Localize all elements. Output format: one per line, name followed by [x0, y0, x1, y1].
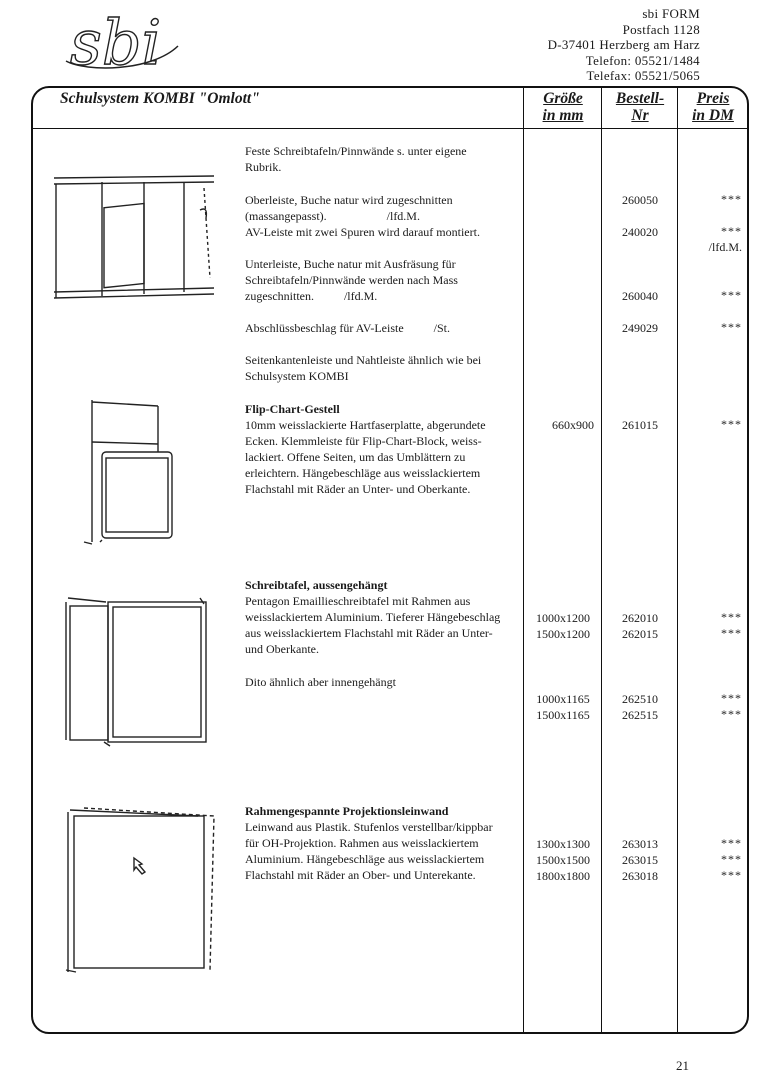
section-title: Schulsystem KOMBI "Omlott" — [60, 90, 260, 107]
text-block: Unterleiste, Buche natur mit Ausfräsung für Schreibtafeln/Pinnwände werden nach Mass zugeschnitten. /lfd.M. — [245, 257, 458, 303]
projection-screen-illustration — [58, 800, 223, 980]
whiteboard-illustration — [60, 594, 215, 754]
order-number: 261015 — [622, 418, 658, 432]
page-number: 21 — [676, 1058, 689, 1073]
text-block: Abschlüssbeschlag für AV-Leiste /St. — [245, 321, 450, 335]
price: *** — [721, 192, 742, 206]
address-line: sbi FORM — [642, 6, 700, 21]
flip-chart-illustration — [70, 392, 180, 552]
company-address — [548, 6, 700, 84]
price: *** — [721, 320, 742, 334]
order-number: 263013 — [622, 837, 658, 851]
price: *** — [721, 224, 742, 238]
price-unit: /lfd.M. — [708, 240, 742, 254]
price: *** — [721, 626, 742, 640]
size: 1000x1165 — [536, 692, 590, 706]
product-block-projection: Rahmengespannte Projektionsleinwand Leinwand aus Plastik. Stufenlos verstellbar/kippbar für OH-Projektion. Rahmen aus weisslackiertem Aluminium. Hängebeschläge aus weisslackiertem Flachstahl mit Räder an Ober- und Unterekante. — [245, 804, 493, 882]
wall-rail-system-illustration — [44, 168, 224, 308]
size: 1300x1300 — [536, 837, 590, 851]
address-line: Postfach 1128 — [622, 21, 700, 37]
size: 1500x1200 — [536, 627, 590, 641]
product-title: Schreibtafel, aussengehängt — [245, 578, 388, 592]
order-number: 240020 — [622, 225, 658, 239]
order-number: 262515 — [622, 708, 658, 722]
order-number: 260040 — [622, 289, 658, 303]
order-number: 262510 — [622, 692, 658, 706]
order-number: 260050 — [622, 193, 658, 207]
size: 1800x1800 — [536, 869, 590, 883]
size: 1000x1200 — [536, 611, 590, 625]
order-number: 263015 — [622, 853, 658, 867]
header-divider — [32, 128, 748, 129]
price: *** — [721, 288, 742, 302]
price: *** — [721, 852, 742, 866]
svg-text:sbi: sbi — [70, 6, 162, 78]
price: *** — [721, 417, 742, 431]
order-number: 262010 — [622, 611, 658, 625]
text-block: Oberleiste, Buche natur wird zugeschnitten (massangepasst). /lfd.M. AV-Leiste mit zwei Spuren wird darauf montiert. — [245, 193, 480, 239]
price: *** — [721, 836, 742, 850]
sbi-logo — [56, 6, 186, 78]
order-number: 262015 — [622, 627, 658, 641]
size: 1500x1500 — [536, 853, 590, 867]
order-number: 249029 — [622, 321, 658, 335]
size: 1500x1165 — [536, 708, 590, 722]
product-block-whiteboard: Schreibtafel, aussengehängt Pentagon Emailliеschreibtafel mit Rahmen aus weisslackiertem Aluminium. Tieferer Hängebeschlag aus weisslackiertem Flachstahl mit Räder an Unter- und Oberkante. — [245, 578, 501, 656]
size: 660x900 — [552, 418, 594, 432]
address-line: Telefax: 05521/5065 — [586, 68, 700, 83]
product-title: Flip-Chart-Gestell — [245, 402, 340, 416]
text-block: Seitenkantenleiste und Nahtleiste ähnlich wie bei Schulsystem KOMBI — [245, 353, 482, 383]
product-block-flipchart: Flip-Chart-Gestell 10mm weisslackierte Hartfaserplatte, abgerundete Ecken. Klemmleiste für Flip-Chart-Block, weiss- lackiert. Offene Seiten, um das Umblättern zu erleichtern. Hängebeschläge aus weisslackiertem Flachstahl mit Räder an Unter- und Oberkante. — [245, 402, 486, 496]
product-title: Rahmengespannte Projektionsleinwand — [245, 804, 449, 818]
text-block: Feste Schreibtafeln/Pinnwände s. unter eigene Rubrik. — [245, 144, 467, 174]
address-line: D-37401 Herzberg am Harz — [547, 37, 700, 52]
header-order-number: Bestell- Nr — [615, 90, 665, 124]
text-block: Dito ähnlich aber innengehängt — [245, 675, 396, 689]
column-divider — [523, 88, 524, 1032]
header-price: Preis in DM — [692, 90, 734, 124]
price: *** — [721, 691, 742, 705]
header-size: Größe in mm — [542, 90, 584, 124]
price: *** — [721, 868, 742, 882]
price: *** — [721, 707, 742, 721]
address-line: Telefon: 05521/1484 — [585, 52, 700, 68]
price: *** — [721, 610, 742, 624]
order-number: 263018 — [622, 869, 658, 883]
